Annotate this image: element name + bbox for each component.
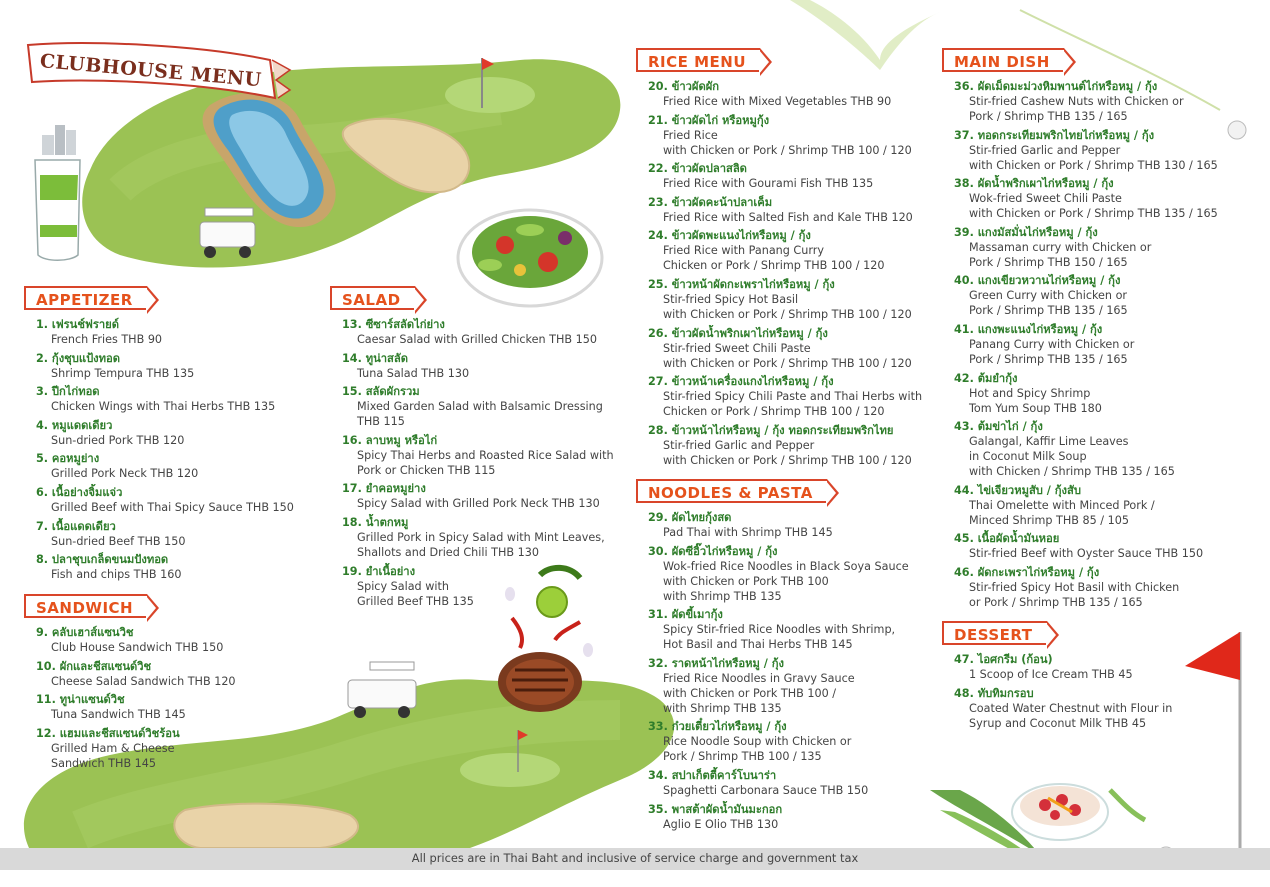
- menu-item-thai-name: 16. ลาบหมู หรือไก่: [342, 433, 438, 447]
- menu-item-thai-name: 18. น้ำตกหมู: [342, 515, 409, 529]
- menu-item-english-description: Wok-fried Rice Noodles in Black Soya Sauce with Chicken or Pork THB 100 with Shrimp THB 135: [663, 559, 909, 603]
- menu-item: [648, 326, 938, 371]
- menu-item: [342, 433, 632, 478]
- main-dish-list: [954, 79, 1254, 614]
- menu-item-thai-name: 22. ข้าวผัดปลาสลิด: [648, 162, 747, 176]
- menu-item-thai-name: 37. ทอดกระเทียมพริกไทยไก่หรือหมู / กุ้ง: [954, 128, 1155, 142]
- menu-item-thai-name: 43. ต้มข่าไก่ / กุ้ง: [954, 420, 1043, 434]
- menu-item-thai-name: 12. แฮมและชีสแซนด์วิชร้อน: [36, 726, 180, 740]
- menu-item: [648, 374, 938, 419]
- menu-item-thai-name: 21. ข้าวผัดไก่ หรือหมูกุ้ง: [648, 113, 770, 127]
- menu-item-english-description: Massaman curry with Chicken or Pork / Shrimp THB 150 / 165: [969, 240, 1152, 269]
- menu-item: [36, 726, 326, 771]
- menu-item-thai-name: 8. ปลาชุบเกล็ดขนมปังทอด: [36, 553, 169, 567]
- menu-item: [954, 652, 1254, 682]
- menu-item-english-description: Panang Curry with Chicken or Pork / Shrimp THB 135 / 165: [969, 337, 1135, 366]
- menu-item-english-description: Chicken Wings with Thai Herbs THB 135: [51, 400, 276, 414]
- menu-item-thai-name: 3. ปีกไก่ทอด: [36, 385, 100, 399]
- menu-item-thai-name: 44. ไข่เจียวหมูสับ / กุ้งสับ: [954, 483, 1081, 497]
- grilled-steak-image: [498, 652, 582, 712]
- menu-item-english-description: Grilled Ham & Cheese Sandwich THB 145: [51, 741, 175, 770]
- menu-item-thai-name: 17. ยำคอหมูย่าง: [342, 482, 426, 496]
- menu-item: [648, 768, 938, 798]
- menu-item-thai-name: 13. ซีซาร์สลัดไก่ย่าง: [342, 318, 445, 331]
- menu-item-thai-name: 4. หมูแดดเดียว: [36, 418, 113, 432]
- menu-item-english-description: Spicy Thai Herbs and Roasted Rice Salad with Pork or Chicken THB 115: [357, 448, 614, 477]
- menu-item-english-description: Pad Thai with Shrimp THB 145: [663, 526, 833, 539]
- menu-item: [648, 277, 938, 322]
- menu-item-thai-name: 31. ผัดขี้เมากุ้ง: [648, 608, 723, 622]
- menu-item-thai-name: 34. สปาเก็ตตี้คาร์โบนาร่า: [648, 768, 777, 782]
- menu-item: [954, 176, 1254, 221]
- menu-item-english-description: Spicy Stir-fried Rice Noodles with Shrimp, Hot Basil and Thai Herbs THB 145: [663, 623, 896, 652]
- menu-item: [954, 371, 1254, 416]
- menu-item-english-description: Spicy Salad with Grilled Beef THB 135: [357, 579, 474, 608]
- menu-item-english-description: Shrimp Tempura THB 135: [51, 366, 195, 380]
- menu-item-english-description: Spaghetti Carbonara Sauce THB 150: [663, 783, 869, 797]
- menu-item-thai-name: 38. ผัดน้ำพริกเผาไก่หรือหมู / กุ้ง: [954, 177, 1114, 191]
- menu-item-thai-name: 36. ผัดเม็ดมะม่วงหิมพานต์ไก่หรือหมู / กุ้ง: [954, 80, 1158, 93]
- section-heading-salad: SALAD: [330, 286, 415, 310]
- menu-item-english-description: Club House Sandwich THB 150: [51, 641, 224, 654]
- menu-item-english-description: Stir-fried Garlic and Pepper with Chicken or Pork / Shrimp THB 100 / 120: [663, 438, 912, 467]
- rice-list: [648, 79, 938, 471]
- menu-item-english-description: Grilled Pork in Spicy Salad with Mint Leaves, Shallots and Dried Chili THB 130: [357, 530, 605, 559]
- section-heading-noodles-pasta: NOODLES & PASTA: [636, 479, 827, 503]
- menu-title: CLUBHOUSE MENU: [39, 50, 263, 92]
- menu-item-thai-name: 30. ผัดซีอิ๊วไก่หรือหมู / กุ้ง: [648, 544, 778, 558]
- menu-item: [954, 322, 1254, 367]
- menu-item-english-description: Grilled Pork Neck THB 120: [51, 467, 199, 481]
- menu-item-thai-name: 24. ข้าวผัดพะแนงไก่หรือหมู / กุ้ง: [648, 229, 811, 243]
- menu-item-thai-name: 45. เนื้อผัดน้ำมันหอย: [954, 532, 1060, 546]
- salad-list: [342, 317, 632, 612]
- menu-item-thai-name: 35. พาสต้าผัดน้ำมันมะกอก: [648, 802, 783, 816]
- menu-item: [648, 510, 938, 540]
- menu-item: [36, 625, 326, 655]
- menu-item-thai-name: 14. ทูน่าสลัด: [342, 351, 408, 365]
- menu-item-thai-name: 10. ผักและชีสแซนด์วิช: [36, 659, 152, 673]
- menu-item-english-description: Green Curry with Chicken or Pork / Shrimp THB 135 / 165: [969, 289, 1128, 318]
- sandwich-list: [36, 625, 326, 774]
- menu-item: [342, 564, 632, 609]
- menu-item: [954, 225, 1254, 270]
- section-heading-main-dish: MAIN DISH: [942, 48, 1064, 72]
- menu-item-thai-name: 1. เฟรนช์ฟรายด์: [36, 318, 119, 331]
- menu-item-english-description: Fried Rice with Panang Curry Chicken or Pork / Shrimp THB 100 / 120: [663, 244, 885, 273]
- appetizer-list: [36, 317, 326, 586]
- menu-item: [648, 79, 938, 109]
- menu-item-english-description: Stir-fried Beef with Oyster Sauce THB 150: [969, 547, 1204, 561]
- menu-item: [954, 419, 1254, 479]
- menu-item-thai-name: 25. ข้าวหน้าผัดกะเพราไก่หรือหมู / กุ้ง: [648, 277, 835, 291]
- menu-item-thai-name: 5. คอหมูย่าง: [36, 452, 100, 466]
- menu-item-english-description: Fried Rice with Mixed Vegetables THB 90: [663, 95, 892, 108]
- menu-item-english-description: Tuna Sandwich THB 145: [51, 708, 186, 722]
- golf-bag-icon: [35, 125, 80, 260]
- menu-item-english-description: Coated Water Chestnut with Flour in Syrup and Coconut Milk THB 45: [969, 701, 1173, 730]
- menu-item: [954, 128, 1254, 173]
- menu-item-thai-name: 39. แกงมัสมั่นไก่หรือหมู / กุ้ง: [954, 225, 1098, 239]
- dessert-list: [954, 652, 1254, 734]
- menu-item-thai-name: 41. แกงพะแนงไก่หรือหมู / กุ้ง: [954, 322, 1103, 336]
- menu-item: [342, 317, 632, 347]
- menu-item-thai-name: 46. ผัดกะเพราไก่หรือหมู / กุ้ง: [954, 565, 1100, 579]
- menu-item-english-description: Mixed Garden Salad with Balsamic Dressing THB 115: [357, 400, 603, 429]
- menu-item-english-description: Fried Rice with Gourami Fish THB 135: [663, 177, 874, 191]
- menu-item: [36, 692, 326, 722]
- menu-item: [36, 451, 326, 481]
- menu-item-english-description: Aglio E Olio THB 130: [663, 817, 779, 831]
- menu-item-thai-name: 9. คลับเฮาส์แซนวิช: [36, 626, 134, 639]
- menu-item-english-description: 1 Scoop of Ice Cream THB 45: [969, 668, 1133, 681]
- menu-item-english-description: Thai Omelette with Minced Pork / Minced Shrimp THB 85 / 105: [969, 498, 1155, 527]
- menu-item-thai-name: 32. ราดหน้าไก่หรือหมู / กุ้ง: [648, 656, 784, 670]
- menu-item-english-description: Cheese Salad Sandwich THB 120: [51, 674, 236, 688]
- menu-item: [648, 656, 938, 716]
- menu-item: [342, 481, 632, 511]
- menu-item-thai-name: 6. เนื้อย่างจิ้มแจ่ว: [36, 485, 123, 499]
- menu-item: [342, 384, 632, 429]
- menu-item-english-description: Grilled Beef with Thai Spicy Sauce THB 150: [51, 500, 294, 514]
- menu-item-thai-name: 28. ข้าวหน้าไก่หรือหมู / กุ้ง ทอดกระเทียมพริกไทย: [648, 423, 894, 437]
- menu-item: [648, 719, 938, 764]
- menu-item: [648, 607, 938, 652]
- menu-item-thai-name: 7. เนื้อแดดเดียว: [36, 519, 116, 533]
- salad-bowl-image: [458, 210, 602, 306]
- menu-item-thai-name: 48. ทับทิมกรอบ: [954, 686, 1034, 700]
- menu-item-thai-name: 47. ไอศกรีม (ก้อน): [954, 653, 1053, 666]
- menu-item-english-description: Stir-fried Spicy Chili Paste and Thai Herbs with Chicken or Pork / Shrimp THB 100 / 120: [663, 390, 923, 419]
- menu-item: [342, 515, 632, 560]
- menu-item-thai-name: 19. ยำเนื้อย่าง: [342, 564, 416, 578]
- menu-item-thai-name: 2. กุ้งชุบแป้งทอด: [36, 351, 120, 365]
- menu-item: [954, 273, 1254, 318]
- menu-item: [954, 483, 1254, 528]
- menu-item-english-description: Stir-fried Sweet Chili Paste with Chicken or Pork / Shrimp THB 100 / 120: [663, 341, 912, 370]
- menu-item-thai-name: 15. สลัดผักรวม: [342, 385, 420, 399]
- section-heading-appetizer: APPETIZER: [24, 286, 147, 310]
- menu-item: [954, 79, 1254, 124]
- noodles-list: [648, 510, 938, 835]
- menu-item-english-description: French Fries THB 90: [51, 333, 163, 346]
- menu-item: [648, 228, 938, 273]
- menu-item-english-description: Fried Rice Noodles in Gravy Sauce with Chicken or Pork THB 100 / with Shrimp THB 135: [663, 671, 855, 715]
- menu-item-english-description: Rice Noodle Soup with Chicken or Pork / Shrimp THB 100 / 135: [663, 735, 852, 764]
- menu-item-thai-name: 20. ข้าวผัดผัก: [648, 80, 720, 93]
- section-heading-dessert: DESSERT: [942, 621, 1047, 645]
- menu-item: [36, 418, 326, 448]
- menu-item-english-description: Fried Rice with Chicken or Pork / Shrimp THB 100 / 120: [663, 128, 912, 157]
- menu-item-english-description: Wok-fried Sweet Chili Paste with Chicken or Pork / Shrimp THB 135 / 165: [969, 192, 1218, 221]
- menu-item-english-description: Sun-dried Pork THB 120: [51, 433, 185, 447]
- menu-item-thai-name: 27. ข้าวหน้าเครื่องแกงไก่หรือหมู / กุ้ง: [648, 375, 834, 389]
- footer-note: All prices are in Thai Baht and inclusive of service charge and government tax: [411, 851, 859, 865]
- sand-bunker-bottom: [174, 804, 358, 848]
- menu-item-english-description: Stir-fried Garlic and Pepper with Chicken or Pork / Shrimp THB 130 / 165: [969, 143, 1218, 172]
- menu-item: [36, 485, 326, 515]
- menu-item-english-description: Tuna Salad THB 130: [357, 366, 470, 380]
- menu-item-english-description: Hot and Spicy Shrimp Tom Yum Soup THB 180: [969, 386, 1102, 415]
- menu-item: [648, 802, 938, 832]
- section-heading-sandwich: SANDWICH: [24, 594, 147, 618]
- section-heading-rice-menu: RICE MENU: [636, 48, 760, 72]
- menu-item-thai-name: 26. ข้าวผัดน้ำพริกเผาไก่หรือหมู / กุ้ง: [648, 326, 828, 340]
- menu-item-thai-name: 11. ทูน่าแซนด์วิช: [36, 693, 125, 707]
- menu-item: [648, 195, 938, 225]
- menu-item: [648, 113, 938, 158]
- menu-item: [954, 565, 1254, 610]
- menu-item: [648, 544, 938, 604]
- menu-item: [954, 686, 1254, 731]
- menu-item: [648, 161, 938, 191]
- menu-item-english-description: Caesar Salad with Grilled Chicken THB 150: [357, 333, 597, 346]
- menu-item: [954, 531, 1254, 561]
- menu-item: [36, 384, 326, 414]
- menu-item: [36, 519, 326, 549]
- menu-item-english-description: Sun-dried Beef THB 150: [51, 534, 186, 548]
- menu-item: [36, 552, 326, 582]
- menu-item-english-description: Fish and chips THB 160: [51, 568, 182, 582]
- menu-item-thai-name: 40. แกงเขียวหวานไก่หรือหมู / กุ้ง: [954, 274, 1121, 288]
- menu-item-english-description: Spicy Salad with Grilled Pork Neck THB 130: [357, 497, 600, 511]
- menu-item-thai-name: 23. ข้าวผัดคะน้าปลาเค็ม: [648, 195, 773, 209]
- menu-item-english-description: Galangal, Kaffir Lime Leaves in Coconut Milk Soup with Chicken / Shrimp THB 135 / 165: [969, 435, 1175, 479]
- menu-item-english-description: Fried Rice with Salted Fish and Kale THB 120: [663, 210, 913, 224]
- menu-item: [36, 351, 326, 381]
- menu-item: [342, 351, 632, 381]
- menu-item-thai-name: 42. ต้มยำกุ้ง: [954, 371, 1018, 385]
- menu-item-english-description: Stir-fried Spicy Hot Basil with Chicken or Pork / Shrimp THB 135 / 165: [969, 580, 1180, 609]
- menu-item-english-description: Stir-fried Cashew Nuts with Chicken or Pork / Shrimp THB 135 / 165: [969, 95, 1184, 123]
- menu-item: [648, 423, 938, 468]
- menu-item-english-description: Stir-fried Spicy Hot Basil with Chicken or Pork / Shrimp THB 100 / 120: [663, 292, 912, 321]
- menu-item: [36, 317, 326, 347]
- menu-item: [36, 659, 326, 689]
- menu-item-thai-name: 33. ก๋วยเตี๋ยวไก่หรือหมู / กุ้ง: [648, 720, 787, 734]
- menu-item-thai-name: 29. ผัดไทยกุ้งสด: [648, 511, 732, 524]
